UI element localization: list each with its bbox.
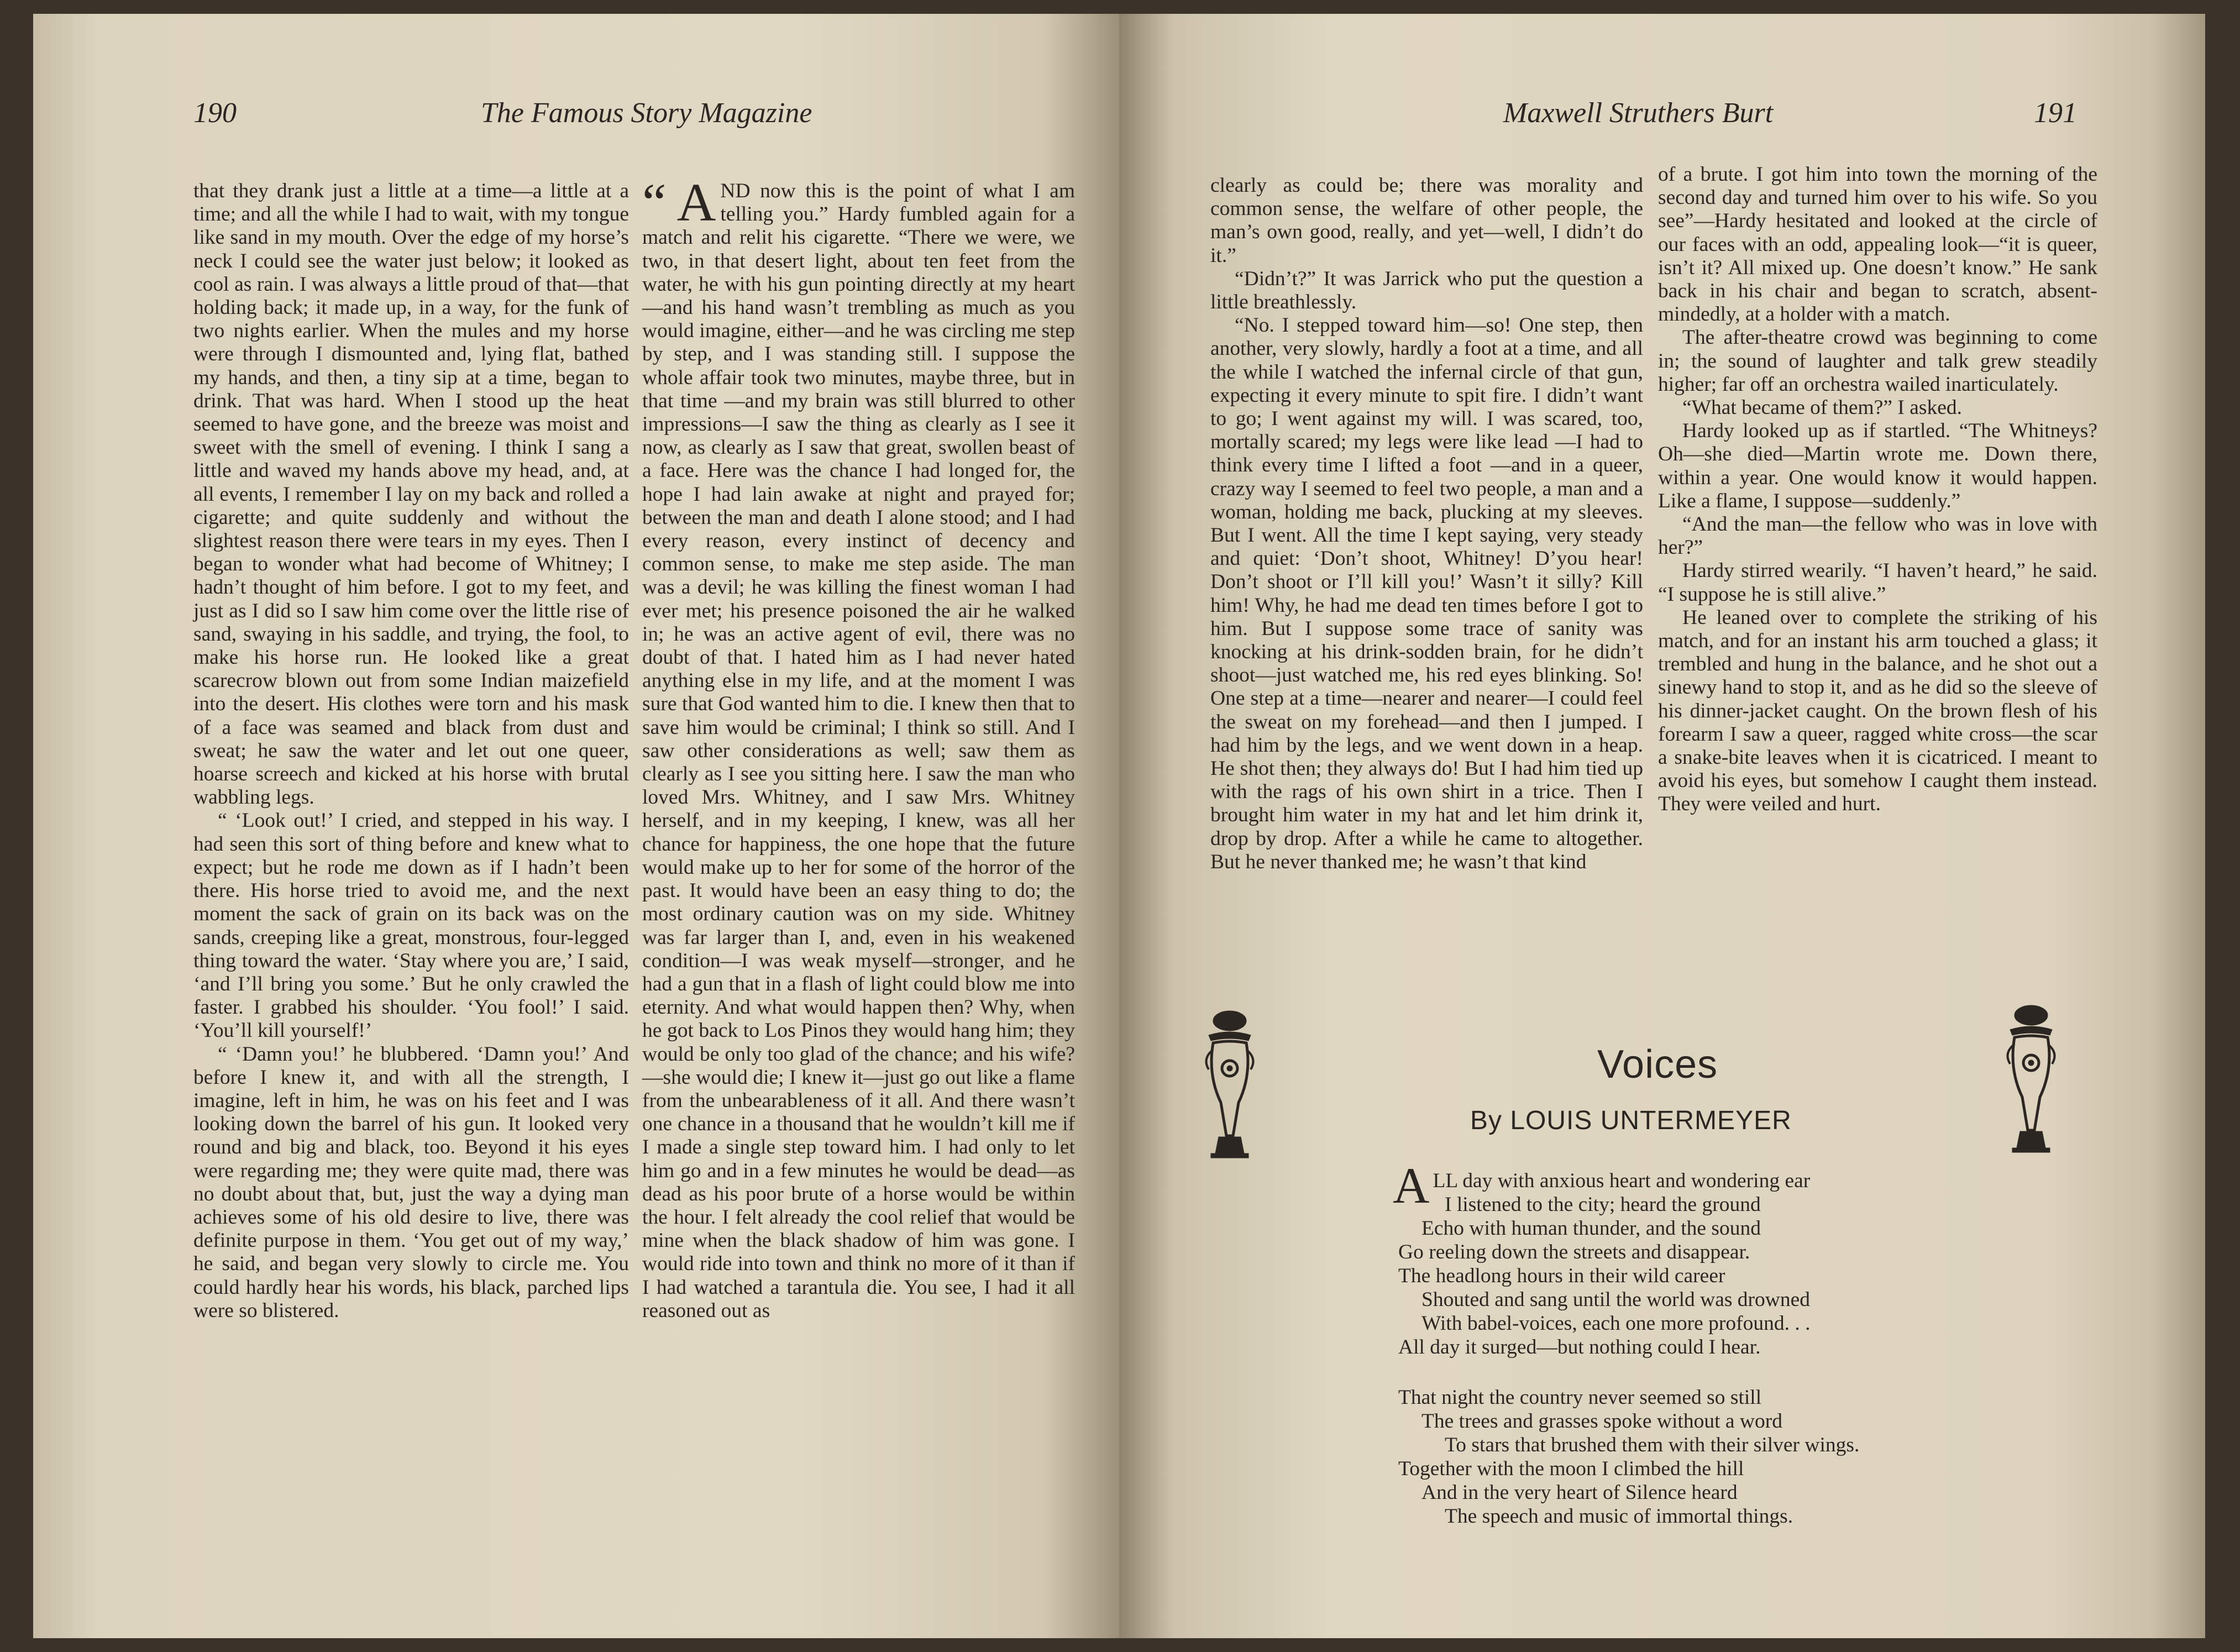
paragraph: He leaned over to complete the striking of his match, and for an instant his arm touched a glass; it trembled and hung in the balance, and he shot out a sinewy hand to stop it, and as he did so the sleeve of his dinner-jacket caught. On the brown flesh of his forearm I saw a queer, ragged white cross—the scar a snake-bite leaves when it is cicatriced. I meant to avoid his eyes, but somehow I caught them instead. They were veiled and hurt. [1658,606,2097,816]
left-column-2 [642,173,1075,1323]
paragraph-text: ND now this is the point of what I am telling you.” Hardy fumbled again for a match and relit his cigarette. “There we were, we two, in that desert light, about ten feet from the water, he with his gun pointing directly at my heart —and his hand wasn’t trembling as much as you would imagine, either—and he was circling me step by step, and I was standing still. I suppose the whole affair took two minutes, maybe three, but in that time —and my brain was still blurred to other impressions—I saw the thing as clearly as I see it now, as clearly as I saw that great, swollen beast of a face. Here was the chance I had longed for, the hope I had lain awake at night and prayed for; between the man and death I alone stood; and I had every reason, every instinct of decency and common sense, to make me step aside. The man was a devil; he was killing the finest woman I had ever met; his presence poisoned the air he walked in; he was an active agent of evil, there was no doubt of that. I hated him as I had never hated anything else in my life, and at the moment I was sure that God wanted him to die. I knew then that to save him would be criminal; I think so still. And I saw other considerations as well; saw them as clearly as I see you sitting here. I saw the man who loved Mrs. Whitney, and I saw Mrs. Whitney herself, and in my keeping, I knew, was all her chance for happiness, the one hope that the future would make up to her for some of the horror of the past. It would have been an easy thing to do; the most ordinary caution was on my side. Whitney was far larger than I, and, even in his weakened condition—I was weak myself—stronger, and he had a gun that in a flash of light could blow me into eternity. And what would happen then? Why, when he got back to Los Pinos they would hang him; they would be only too glad of the chance; and his wife?—she would die; I knew it—just go out like a flame from the unbearableness of it all. And there wasn’t one chance in a thousand that he wouldn’t kill me if I made a single step toward him. I had only to let him go and in a few minutes he would be dead—as dead as his poor brute of a horse would be within the hour. I felt already the cool relief that would be mine when the black shadow of him was gone. I would ride into town and think no more of it than if I had watched a tarantula die. You see, I had it all reasoned out as [642,180,1075,1322]
poem [1393,1157,1860,1528]
drop-cap: “ A [642,173,716,233]
left-page [33,14,1119,1638]
poem-line: Shouted and sang until the world was drowned [1421,1288,1811,1311]
poem-line-text: LL day with anxious heart and wondering ear [1433,1169,1811,1192]
paragraph: that they drank just a little at a time—a little at a time; and all the while I had to wait, with my tongue like sand in my mouth. Over the edge of my horse’s neck I could see the water just below; it looked as cool as rain. I was always a little proud of that—that holding back; it made up, in a way, for the funk of two nights earlier. When the mules and my horse were through I dismounted and, lying flat, bathed my hands, and then, a tiny sip at a time, began to drink. That was hard. When I stood up the heat seemed to have gone, and the breeze was moist and sweet with the smell of evening. I think I sang a little and waved my hands above my head, and, at all events, I remember I lay on my back and rolled a cigarette; and quite suddenly and without the slightest reason there were tears in my eyes. Then I began to wonder what had become of Whitney; I hadn’t thought of him before. I got to my feet, and just as I did so I saw him come over the little rise of sand, swaying in his saddle, and trying, the fool, to make his horse run. He looked like a great scarecrow blown out from some Indian maizefield into the desert. His clothes were torn and his mask of a face was seamed and black from dust and sweat; he saw the water and let out one queer, hoarse screech and kicked at his horse with brutal wabbling legs. [193,180,629,809]
poem-line: To stars that brushed them with their silver wings. [1445,1434,1860,1456]
left-column-1 [193,180,629,1323]
poem-line: With babel-voices, each one more profound. . . [1421,1312,1811,1335]
paragraph: “ ‘Damn you!’ he blubbered. ‘Damn you!’ And before I knew it, and with all the strength, I imagine, left in him, he was on his feet and I was looking down the barrel of his gun. It looked very round and big and black, too. Beyond it his eyes were regarding me; they were quite mad, there was no doubt about that, but, just the way a dying man achieves some of his old desire to live, there was definite purpose in them. ‘You get out of my way,’ he said, and began very slowly to circle me. You could hardly hear his words, his black, parched lips were so blistered. [193,1042,629,1322]
poem-line: Echo with human thunder, and the sound [1421,1217,1761,1240]
drop-cap: A [1393,1157,1430,1214]
paragraph: of a brute. I got him into town the morning of the second day and turned him over to his wife. So you see”—Hardy hesitated and looked at the circle of our faces with an odd, appealing look—“it is queer, isn’t it? All mixed up. One doesn’t know.” He sank back in his chair and began to scratch, absent-mindedly, at a holder with a match. [1658,163,2097,326]
poem-byline: By LOUIS UNTERMEYER [1470,1106,1792,1135]
urn-ornament-icon [1197,1009,1263,1169]
poem-line: Go reeling down the streets and disappear. [1398,1241,1750,1263]
poem-line: All day it surged—but nothing could I hear. [1398,1336,1761,1359]
right-column-1 [1210,174,1643,874]
paragraph: “And the man—the fellow who was in love with her?” [1658,513,2097,559]
paragraph: “ ‘Look out!’ I cried, and stepped in his way. I had seen this sort of thing before and knew what to expect; but he rode me down as if I hadn’t been there. His horse tried to avoid me, and the next moment the sack of grain on its back was on the sands, creeping like a great, monstrous, four-legged thing toward the water. ‘Stay where you are,’ I said, ‘and I’ll bring you some.’ But he only crawled the faster. I grabbed his shoulder. ‘You fool!’ I said. ‘You’ll kill yourself!’ [193,809,629,1042]
paragraph: “What became of them?” I asked. [1682,396,1962,419]
page-number-left: 190 [193,97,237,129]
stanza-break [1398,1359,1859,1386]
book-spread [33,14,2205,1638]
paragraph: “No. I stepped toward him—so! One step, then another, very slowly, hardly a foot at a time, and all the while I watched the infernal circle of that gun, expecting it every minute to spit fire. I didn’t want to go; I went against my will. I was scared, too, mortally scared; my legs were like lead —I had to think every time I lifted a foot —and in a queer, crazy way I seemed to feel two people, a man and a woman, holding me back, plucking at my sleeves. But I went. All the time I kept saying, very steady and quiet: ‘Don’t shoot, Whitney! D’you hear! Don’t shoot or I’ll kill you!’ Wasn’t it silly? Kill him! Why, he had me dead ten times before I got to him. But I suppose some trace of sanity was knocking at his drink-sodden brain, for he didn’t shoot—just watched me, his red eyes blinking. So! One step at a time—nearer and nearer—I could feel the sweat on my forehead—and then I jumped. I had him by the legs, and we went down in a heap. He shot then; they always do! But I had him tied up with the rags of his own shirt in a trice. Then I brought him water in my hat and let him drink it, drop by drop. After a while he came to altogether. But he never thanked me; he wasn’t that kind [1210,314,1643,873]
paragraph [642,173,1075,1323]
poem-line: And in the very heart of Silence heard [1421,1481,1738,1504]
running-head-left: The Famous Story Magazine [481,97,812,129]
urn-ornament-icon [1998,1003,2064,1163]
paragraph: Hardy looked up as if startled. “The Whitneys? Oh—she died—Martin wrote me. Down there, within a year. One would know it would happen. Like a flame, I suppose—suddenly.” [1658,419,2097,512]
paragraph: clearly as could be; there was morality and common sense, the welfare of other people, the man’s own good, really, and yet—well, I didn’t do it.” [1210,174,1643,267]
poem-line: The speech and music of immortal things. [1445,1505,1793,1528]
paragraph: The after-theatre crowd was beginning to come in; the sound of laughter and talk grew steadily higher; far off an orchestra wailed inarticulately. [1658,326,2097,396]
poem-line: The trees and grasses spoke without a word [1421,1410,1782,1433]
paragraph: Hardy stirred wearily. “I haven’t heard,” he said. “I suppose he is still alive.” [1658,559,2097,606]
paragraph: “Didn’t?” It was Jarrick who put the question a little breathlessly. [1210,267,1643,314]
running-head-right: Maxwell Struthers Burt [1503,97,1774,129]
poem-line: Together with the moon I climbed the hill [1398,1457,1744,1480]
poem-title: Voices [1597,1042,1718,1087]
poem-line: That night the country never seemed so still [1398,1386,1762,1409]
right-column-2 [1658,163,2097,816]
page-number-right: 191 [2034,97,2077,129]
poem-line: The headlong hours in their wild career [1398,1265,1725,1287]
poem-line: I listened to the city; heard the ground [1445,1193,1761,1216]
